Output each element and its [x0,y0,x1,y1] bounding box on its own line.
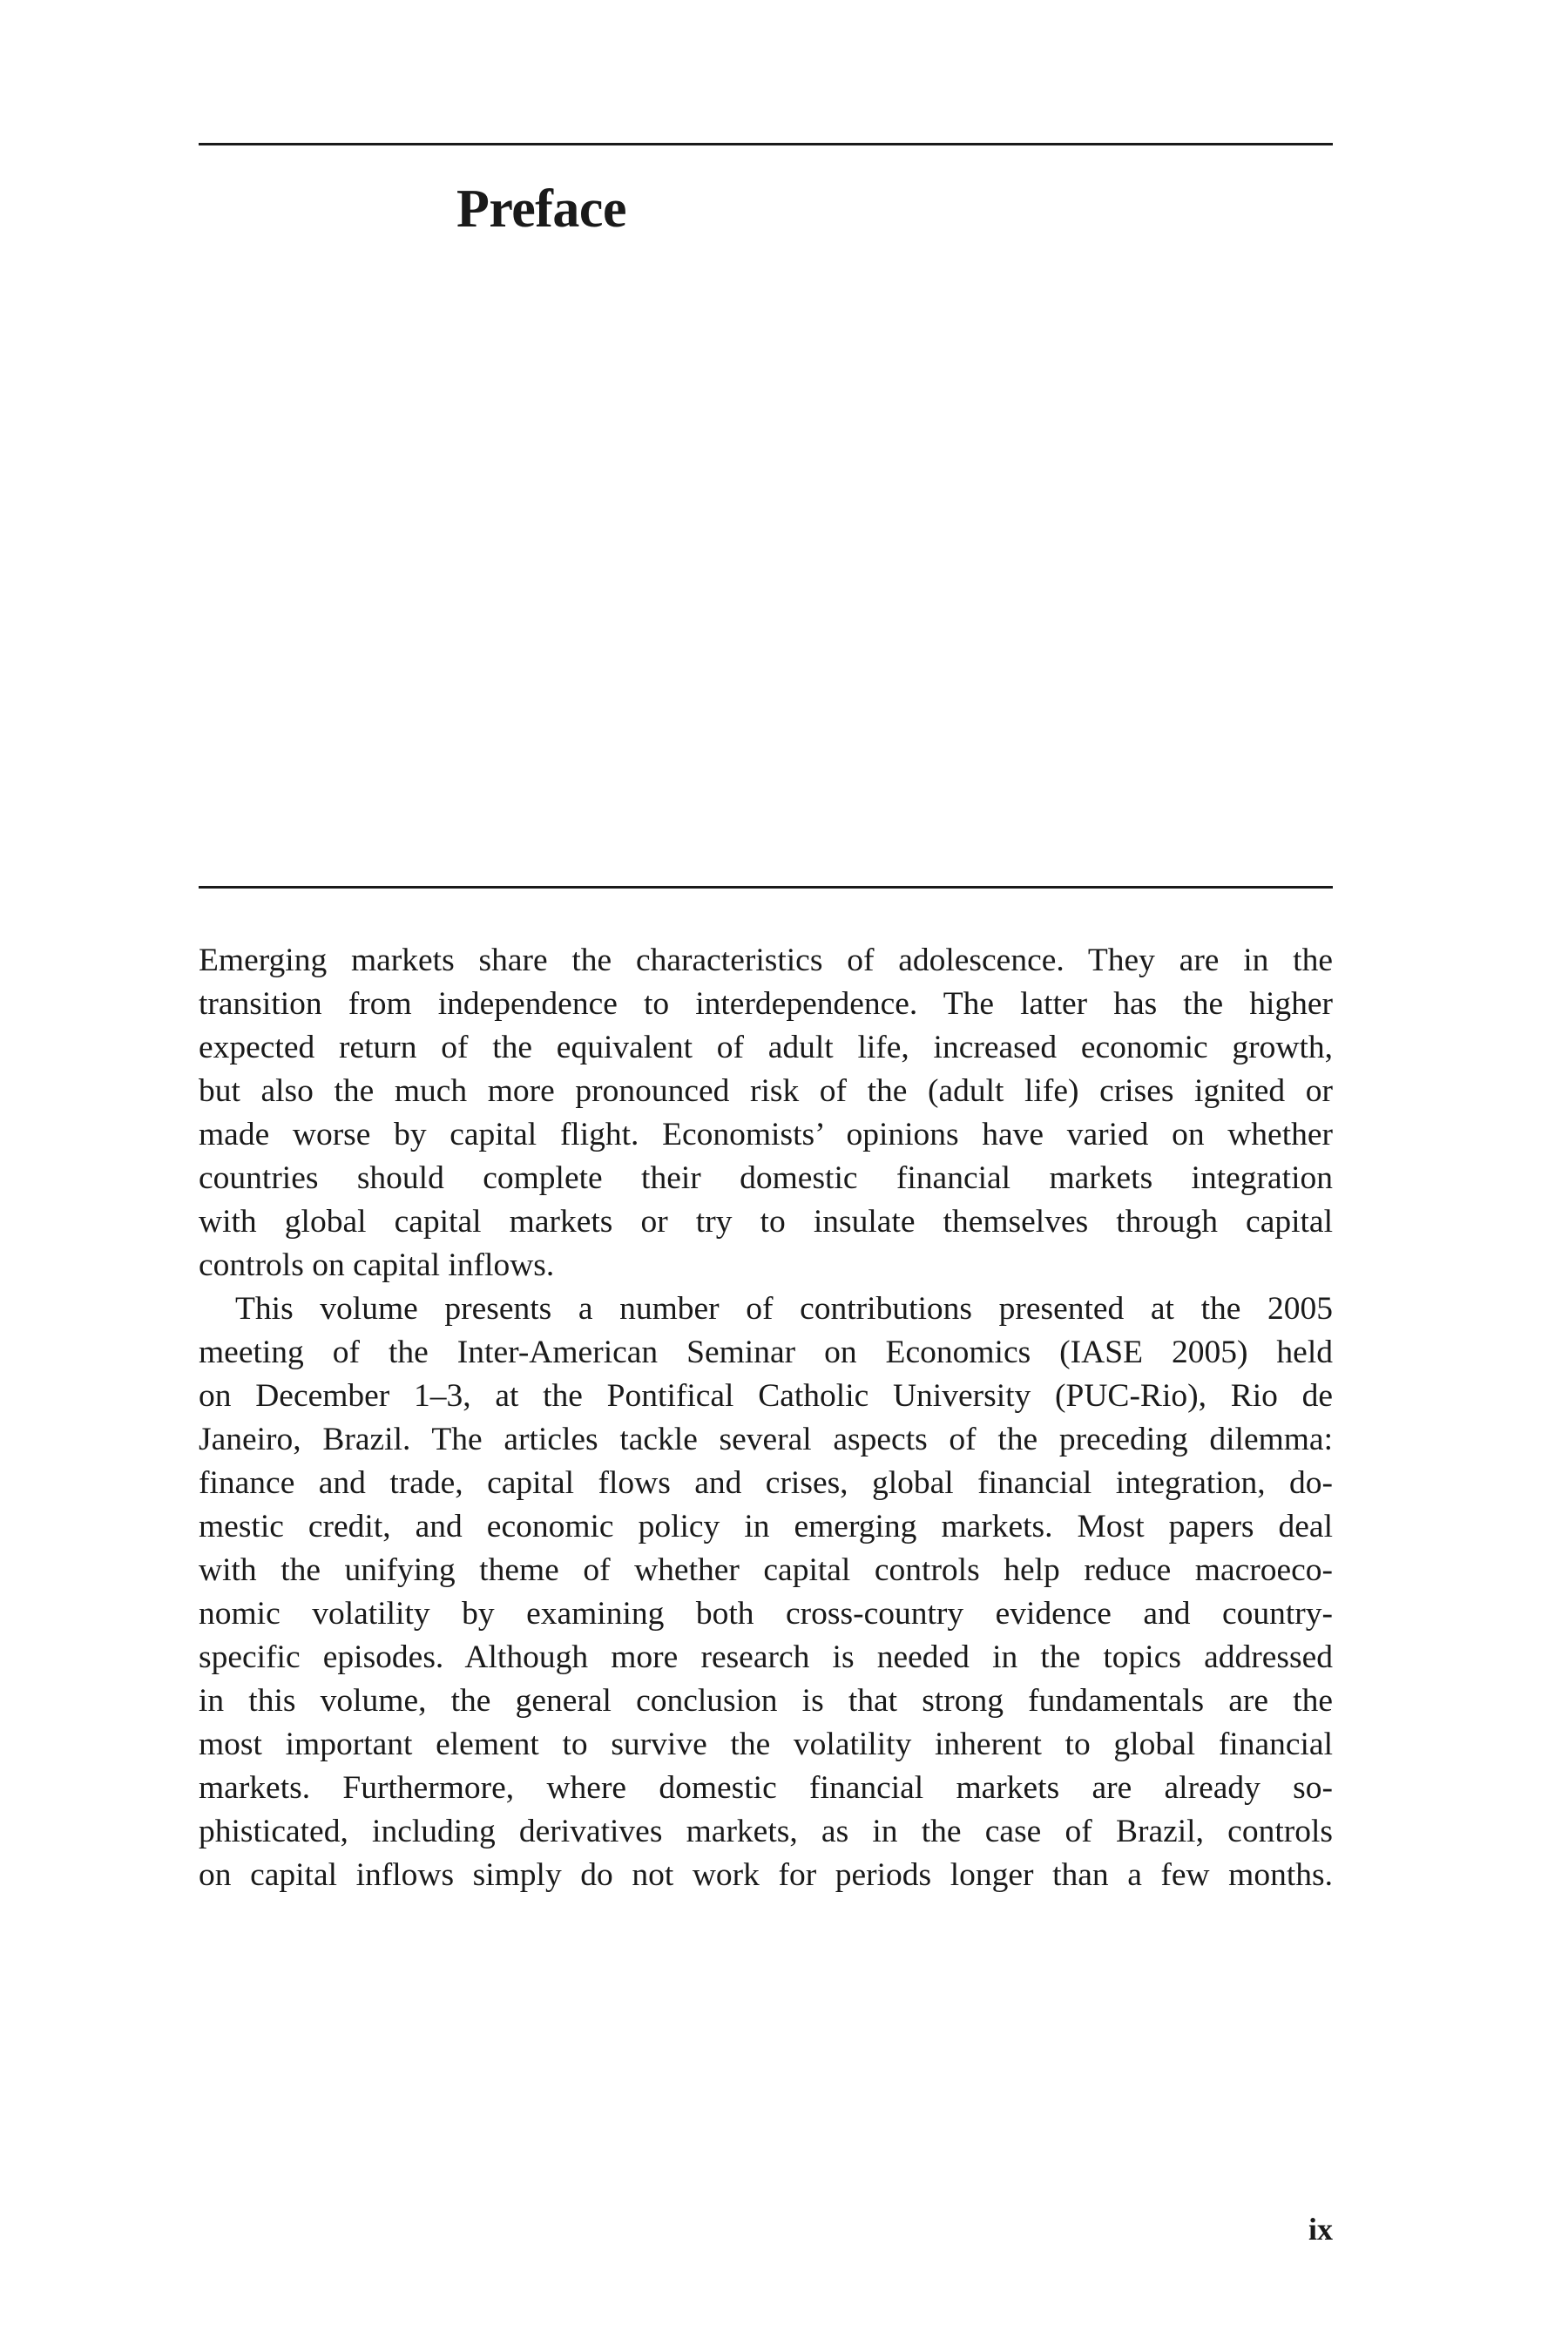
text-line: nomic volatility by examining both cross-country evidence and country- [199,1596,1333,1632]
preface-body [199,939,1333,1897]
text-line: specific episodes. Although more research is needed in the topics addressed [199,1639,1333,1675]
page-title: Preface [456,179,626,239]
text-line: meeting of the Inter-American Seminar on Economics (IASE 2005) held [199,1335,1333,1370]
section-rule [199,886,1333,889]
text-line: in this volume, the general conclusion is that strong fundamentals are the [199,1683,1333,1719]
text-line: most important element to survive the volatility inherent to global financial [199,1727,1333,1762]
page-number: ix [1308,2212,1333,2247]
text-line: phisticated, including derivatives markets, as in the case of Brazil, controls [199,1814,1333,1849]
text-line: Janeiro, Brazil. The articles tackle several aspects of the preceding dilemma: [199,1422,1333,1457]
text-line: Emerging markets share the characteristics of adolescence. They are in the [199,943,1333,978]
text-line: with the unifying theme of whether capital controls help reduce macroeco- [199,1552,1333,1588]
text-line: made worse by capital flight. Economists’ opinions have varied on whether [199,1117,1333,1152]
text-line: on capital inflows simply do not work for periods longer than a few months. [199,1857,1333,1893]
text-line: transition from independence to interdependence. The latter has the higher [199,986,1333,1022]
text-line: controls on capital inflows. [199,1247,555,1283]
top-rule [199,143,1333,145]
text-line: mestic credit, and economic policy in emerging markets. Most papers deal [199,1509,1333,1544]
text-line: markets. Furthermore, where domestic financial markets are already so- [199,1770,1333,1806]
text-line: but also the much more pronounced risk of the (adult life) crises ignited or [199,1073,1333,1109]
text-line: expected return of the equivalent of adult life, increased economic growth, [199,1030,1333,1065]
text-line: finance and trade, capital flows and crises, global financial integration, do- [199,1465,1333,1501]
text-line: This volume presents a number of contributions presented at the 2005 [235,1291,1333,1327]
text-line: with global capital markets or try to insulate themselves through capital [199,1204,1333,1240]
text-line: countries should complete their domestic financial markets integration [199,1160,1333,1196]
text-line: on December 1–3, at the Pontifical Catholic University (PUC-Rio), Rio de [199,1378,1333,1414]
